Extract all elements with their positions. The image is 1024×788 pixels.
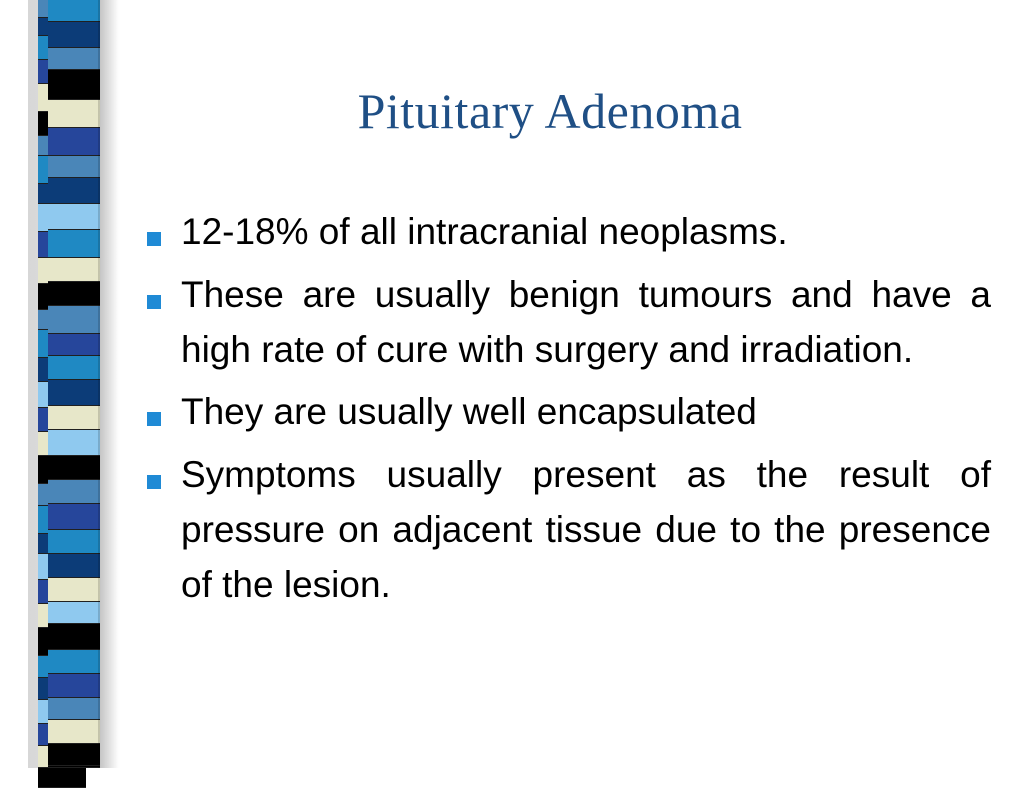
stripe-segment xyxy=(48,380,100,406)
stripe-segment xyxy=(48,22,100,48)
stripe-segment xyxy=(48,70,100,100)
stripe-segment xyxy=(48,674,100,698)
bullet-text: These are usually benign tumours and have a high rate of cure with surgery and irradiation. xyxy=(181,273,991,370)
stripe-segment xyxy=(48,356,100,380)
stripe-segment xyxy=(38,768,86,788)
stripe-segment xyxy=(48,480,100,504)
stripe-segment xyxy=(48,602,100,624)
stripe-segment xyxy=(48,100,100,128)
stripe-segment xyxy=(48,430,100,456)
square-bullet-icon xyxy=(145,230,165,250)
bullet-text: 12-18% of all intracranial neoplasms. xyxy=(181,211,788,252)
stripe-segment xyxy=(48,128,100,156)
stripe-segment xyxy=(48,744,100,766)
bullet-item xyxy=(145,205,991,260)
stripe-segment xyxy=(48,230,100,258)
stripe-segment xyxy=(48,306,100,334)
stripe-segment xyxy=(48,698,100,720)
stripe-segment xyxy=(48,406,100,430)
square-bullet-icon xyxy=(145,473,165,493)
stripe-segment xyxy=(48,530,100,554)
stripe-segment xyxy=(48,578,100,602)
stripe-segment xyxy=(48,720,100,744)
stripe-segment xyxy=(48,258,100,282)
stripe-segment xyxy=(48,504,100,530)
stripe-segment xyxy=(48,650,100,674)
slide-title: Pituitary Adenoma xyxy=(357,83,743,139)
square-bullet-icon xyxy=(145,410,165,430)
stripe-segment xyxy=(48,48,100,70)
stripe-segment xyxy=(48,178,100,204)
stripe-segment xyxy=(48,456,100,480)
square-bullet-icon xyxy=(145,293,165,313)
decorative-stripe-band xyxy=(0,0,120,768)
stripe-shadow xyxy=(98,0,118,768)
bullet-text: They are usually well encapsulated xyxy=(181,391,757,433)
bullet-text: Symptoms usually present as the result of pressure on adjacent tissue due to the presence of the lesion. xyxy=(181,454,991,605)
bullet-item xyxy=(145,268,991,378)
bullet-list xyxy=(145,205,991,620)
stripe-segment xyxy=(48,554,100,578)
bullet-item xyxy=(145,385,991,440)
stripe-segment xyxy=(48,282,100,306)
stripe-segment xyxy=(48,624,100,650)
bullet-item xyxy=(145,448,991,612)
stripe-segment xyxy=(48,204,100,230)
stripe-segment xyxy=(48,334,100,356)
stripe-segment xyxy=(48,156,100,178)
stripe-segment xyxy=(48,0,100,22)
stripe-column-right xyxy=(48,0,100,768)
